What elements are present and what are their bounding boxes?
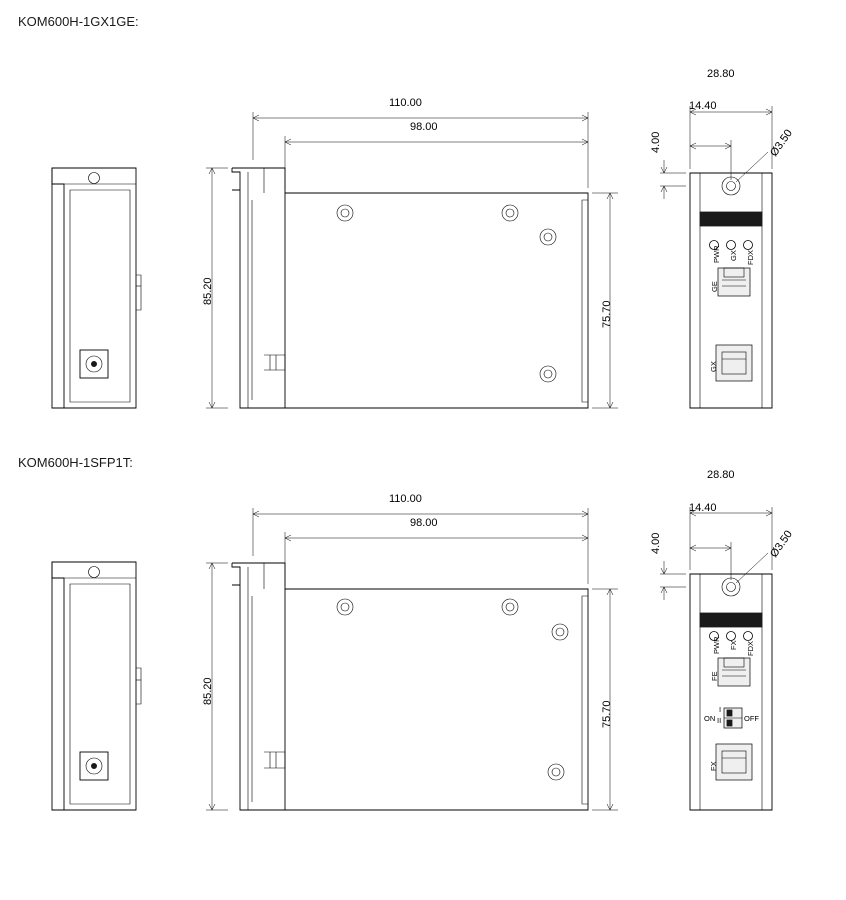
dim-top-outer-1: 110.00	[389, 97, 422, 109]
switch-pos-1-2: I	[719, 705, 722, 714]
dim-front-top-2: 4.00	[650, 532, 662, 554]
switch-label-on-2: ON	[704, 714, 716, 723]
dim-front-offset-1: 14.40	[689, 100, 717, 112]
drawing-svg-2	[0, 480, 846, 860]
dim-top-inner-1: 98.00	[410, 121, 438, 133]
drawing-block-2	[0, 469, 846, 900]
led-label-fx-2: FX	[729, 640, 738, 650]
led-label-pwr-2: PWR	[712, 636, 721, 654]
dim-top-inner-2: 98.00	[410, 517, 438, 529]
port-label-gx-1: GX	[709, 361, 718, 372]
dim-top-outer-2: 110.00	[389, 493, 422, 505]
dimensions-plan-2	[206, 508, 618, 810]
led-label-fdx-1: FDX	[746, 250, 755, 265]
dim-left-height-2: 85.20	[202, 677, 214, 705]
dim-left-height-1: 85.20	[202, 277, 214, 305]
dim-front-offset-2: 14.40	[689, 502, 717, 514]
plan-view-1	[232, 168, 588, 408]
switch-label-off-2: OFF	[744, 714, 759, 723]
front-view-1	[690, 173, 772, 408]
dim-right-height-2: 75.70	[601, 700, 613, 728]
dimensions-plan-1	[206, 112, 618, 408]
side-view-1	[52, 168, 141, 408]
front-view-2	[690, 574, 772, 810]
dimensions-front-1	[660, 106, 772, 199]
dim-hole-dia-2: Ø3.50	[768, 528, 796, 560]
plan-view-2	[232, 563, 588, 810]
drawing-svg-1	[0, 40, 846, 420]
drawing-block-1	[0, 40, 846, 460]
model-label-2: KOM600H-1SFP1T:	[18, 455, 133, 470]
port-label-ge-1: GE	[710, 281, 719, 292]
dimensions-front-2	[660, 507, 772, 600]
led-label-gx-1: GX	[729, 250, 738, 261]
dim-right-height-1: 75.70	[601, 300, 613, 328]
switch-pos-2-2: II	[717, 716, 722, 725]
led-label-fdx-2: FDX	[746, 641, 755, 656]
dim-front-width-1: 28.80	[707, 68, 735, 80]
side-view-2	[52, 562, 141, 810]
dim-front-top-1: 4.00	[650, 131, 662, 153]
port-label-fe-2: FE	[710, 671, 719, 681]
dim-front-width-2: 28.80	[707, 469, 735, 481]
port-label-fx-2: FX	[709, 761, 718, 771]
model-label-1: KOM600H-1GX1GE:	[18, 14, 139, 29]
led-label-pwr-1: PWR	[712, 245, 721, 263]
dim-hole-dia-1: Ø3.50	[768, 127, 796, 159]
